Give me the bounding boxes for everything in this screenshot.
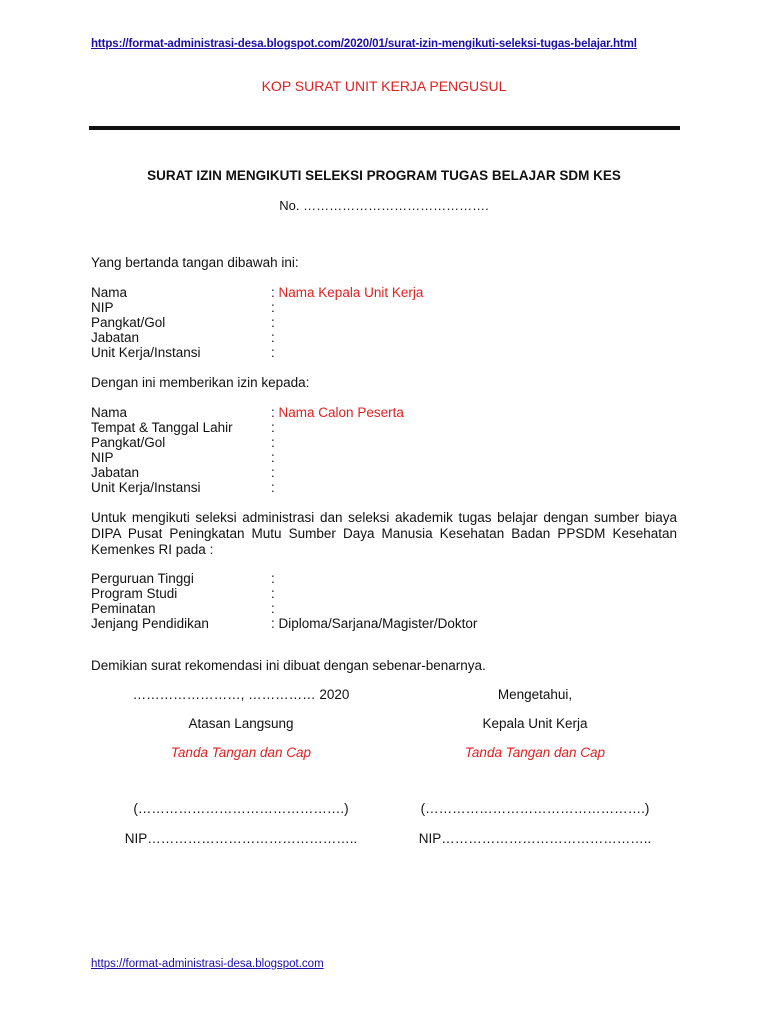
source-url-link[interactable]: https://format-administrasi-desa.blogspot.com/2020/01/surat-izin-mengikuti-seleksi-tugas-belajar.html [91, 38, 637, 50]
field-colon: : [271, 420, 275, 435]
field-label: Pangkat/Gol [91, 315, 166, 330]
field-label: Tempat & Tanggal Lahir [91, 420, 233, 435]
signature-placeholder: Tanda Tangan dan Cap [170, 745, 312, 760]
field-colon: : [271, 435, 275, 450]
place-date: ……………………, …………… 2020 [132, 687, 350, 702]
education-level-value: Diploma/Sarjana/Magister/Doktor [278, 616, 478, 631]
field-label: Pangkat/Gol [91, 435, 166, 450]
field-label: Jabatan [91, 465, 140, 480]
letter-number: No. ……………………………………. [279, 198, 489, 213]
field-label: Nama [91, 405, 128, 420]
field-colon: : [271, 315, 275, 330]
signer-name-placeholder: Nama Kepala Unit Kerja [278, 285, 424, 300]
signer-nip-line: NIP……………………………………….. [124, 831, 358, 846]
field-label: NIP [91, 450, 114, 465]
purpose-paragraph: Untuk mengikuti seleksi administrasi dan seleksi akademik tugas belajar dengan sumber biaya DIPA Pusat Peningkatan Mutu Sumber Daya Manusia Kesehatan Badan PPSDM Kesehatan Kemenkes RI pada : [91, 510, 677, 557]
signer-name-line: (………………………………………….) [420, 801, 650, 816]
field-colon: : [271, 586, 275, 601]
field-label: Unit Kerja/Instansi [91, 345, 201, 360]
field-colon: : [271, 450, 275, 465]
signature-placeholder: Tanda Tangan dan Cap [464, 745, 606, 760]
field-label: Nama [91, 285, 128, 300]
field-colon: : [271, 601, 275, 616]
field-value: : Diploma/Sarjana/Magister/Doktor [271, 616, 478, 631]
field-colon: : [271, 345, 275, 360]
intro-signer-text: Yang bertanda tangan dibawah ini: [91, 255, 299, 270]
field-value: : Nama Calon Peserta [271, 405, 404, 420]
field-label: Unit Kerja/Instansi [91, 480, 201, 495]
signer-nip-line: NIP……………………………………….. [418, 831, 652, 846]
closing-statement: Demikian surat rekomendasi ini dibuat dengan sebenar-benarnya. [91, 658, 486, 673]
letterhead-placeholder: KOP SURAT UNIT KERJA PENGUSUL [261, 78, 507, 94]
field-label: Jabatan [91, 330, 140, 345]
acknowledge-text: Mengetahui, [497, 687, 573, 702]
field-label: NIP [91, 300, 114, 315]
signer-role: Kepala Unit Kerja [482, 716, 588, 731]
letterhead-divider [89, 126, 680, 130]
footer-url-link[interactable]: https://format-administrasi-desa.blogspot.com [91, 958, 324, 970]
grantee-name-placeholder: Nama Calon Peserta [278, 405, 404, 420]
intro-grantee-text: Dengan ini memberikan izin kepada: [91, 375, 310, 390]
signer-name-line: (……………………………………….) [133, 801, 349, 816]
field-label: Program Studi [91, 586, 178, 601]
field-colon: : [271, 330, 275, 345]
field-label: Perguruan Tinggi [91, 571, 194, 586]
field-label: Jenjang Pendidikan [91, 616, 209, 631]
signer-role: Atasan Langsung [188, 716, 294, 731]
field-colon: : [271, 300, 275, 315]
letter-title: SURAT IZIN MENGIKUTI SELEKSI PROGRAM TUGAS BELAJAR SDM KES [147, 168, 621, 183]
field-value: : Nama Kepala Unit Kerja [271, 285, 424, 300]
field-colon: : [271, 480, 275, 495]
field-colon: : [271, 571, 275, 586]
field-label: Peminatan [91, 601, 156, 616]
field-colon: : [271, 465, 275, 480]
